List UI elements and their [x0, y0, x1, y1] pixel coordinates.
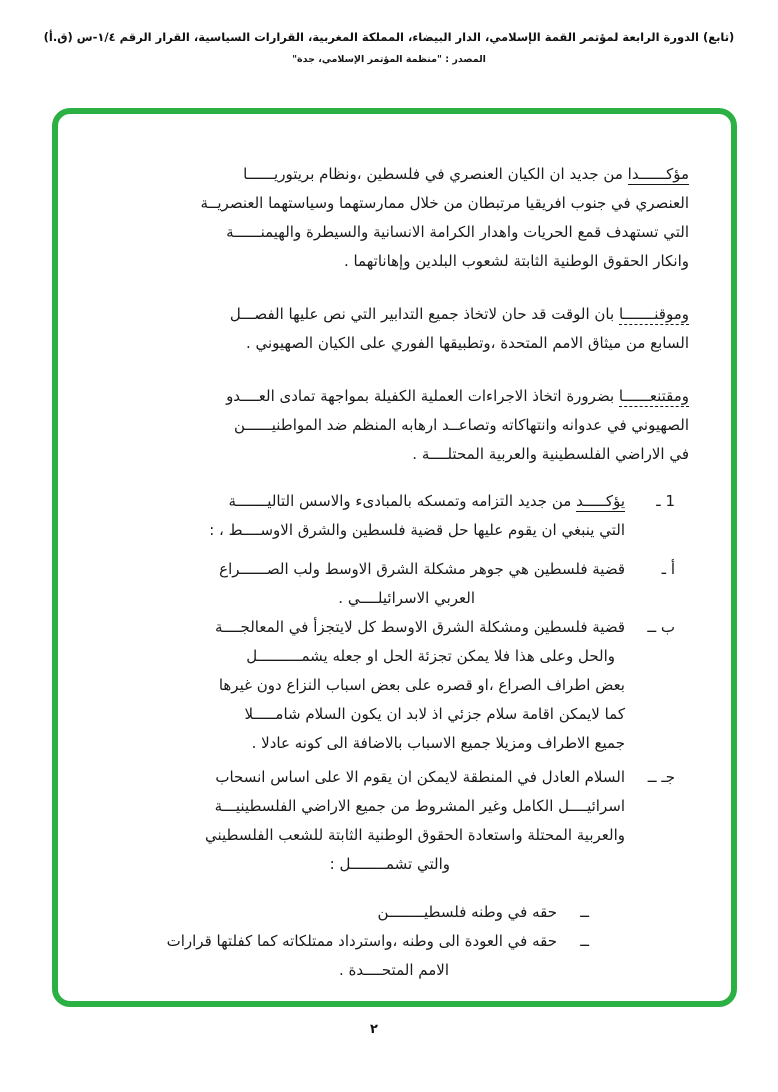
- underlined-lead-word: مؤكــــــدا: [627, 165, 689, 183]
- document-header-line: (تابع) الدورة الرابعة لمؤتمر القمة الإسلامي، الدار البيضاء، المملكة المغربية، القرارات السياسية، القرار الرقم ١/٤-س (ق.أ): [43, 30, 735, 44]
- list-item: [94, 763, 689, 879]
- green-highlight-frame: [52, 108, 737, 1007]
- text-line: والعربية المحتلة واستعادة الحقوق الوطنية الثابتة للشعب الفلسطيني: [205, 826, 625, 844]
- text-line: والحل وعلى هذا فلا يمكن تجزئة الحل او جعله يشمــــــــــل: [246, 647, 615, 665]
- item-marker: جـ ــ: [647, 768, 675, 786]
- page-number: ٢: [370, 1022, 378, 1037]
- text-line: التي ينبغي ان يقوم عليها حل قضية فلسطين والشرق الاوســــط ، :: [209, 521, 625, 539]
- text-line: التي تستهدف قمع الحريات واهدار الكرامة الانسانية والسيطرة والهيمنــــــة: [226, 223, 689, 241]
- document-body: [94, 160, 689, 985]
- list-item: [94, 927, 689, 985]
- document-source-line: المصدر : "منظمة المؤتمر الإسلامي، جدة": [292, 54, 486, 65]
- underlined-lead-word: يؤكـــــد: [576, 492, 625, 510]
- text-line: وانكار الحقوق الوطنية الثابتة لشعوب البلدين وإهاناتهما .: [343, 252, 689, 270]
- paragraph: [94, 300, 689, 358]
- text-line: ــحقه في العودة الى وطنه ،واسترداد ممتلكاته كما كفلتها قرارات: [94, 927, 589, 956]
- underlined-lead-word: وموقنـــــــا: [618, 305, 689, 323]
- text-line: 1 ـيؤكـــــد من جديد التزامه وتمسكه بالمبادىء والاسس التاليـــــــة: [94, 487, 675, 516]
- text-line: ومقتنعــــــا بضرورة اتخاذ الاجراءات العملية الكفيلة بمواجهة تمادى العــــدو: [226, 387, 689, 405]
- list-item: [94, 613, 689, 758]
- underlined-lead-word: ومقتنعــــــا: [618, 387, 689, 405]
- list-item: [94, 898, 689, 927]
- item-marker: ب ــ: [647, 618, 675, 636]
- text-line: أ ـقضية فلسطين هي جوهر مشكلة الشرق الاوسط ولب الصــــــراع: [94, 555, 675, 584]
- text-line: كما لايمكن اقامة سلام جزئي اذ لابد ان يكون السلام شامـــــلا: [244, 705, 625, 723]
- paragraph: [94, 160, 689, 276]
- text-line: ب ــقضية فلسطين ومشكلة الشرق الاوسط كل لايتجزأ في المعالجــــة: [94, 613, 675, 642]
- text-line: اسرائيــــل الكامل وغير المشروط من جميع الاراضي الفلسطينيـــة: [214, 797, 625, 815]
- text-line: بعض اطراف الصراع ،او قصره على بعض اسباب النزاع دون غيرها: [218, 676, 625, 694]
- text-line: جـ ــالسلام العادل في المنطقة لايمكن ان يقوم الا على اساس انسحاب: [94, 763, 675, 792]
- list-item: [94, 555, 689, 613]
- item-marker: ــ: [580, 932, 589, 950]
- text-line: وموقنـــــــا بان الوقت قد حان لاتخاذ جميع التدابير التي نص عليها الفصـــل: [229, 305, 689, 323]
- text-line: الصهيوني في عدوانه وانتهاكاته وتصاعــد ارهابه المنظم ضد المواطنيــــــن: [233, 416, 689, 434]
- item-marker: ــ: [580, 903, 589, 921]
- text-line: في الاراضي الفلسطينية والعربية المحتلــــة .: [412, 445, 689, 463]
- text-line: والتي تشمــــــــل :: [329, 855, 450, 873]
- text-line: مؤكــــــدا من جديد ان الكيان العنصري في فلسطين ،ونظام بريتوريــــــا: [243, 165, 689, 183]
- text-line: العنصري في جنوب افريقيا مرتبطان من خلال ممارستهما وسياستهما العنصريــة: [200, 194, 689, 212]
- item-marker: 1 ـ: [656, 492, 675, 510]
- paragraph: [94, 382, 689, 469]
- list-item: [94, 487, 689, 545]
- text-line: ــحقه في وطنه فلسطيــــــــن: [94, 898, 589, 927]
- text-line: الامم المتحــــدة .: [339, 961, 449, 979]
- item-marker: أ ـ: [661, 560, 675, 578]
- text-line: العربي الاسرائيلــــي .: [338, 589, 475, 607]
- text-line: جميع الاطراف ومزيلا جميع الاسباب بالاضافة الى كونه عادلا .: [251, 734, 625, 752]
- text-line: السابع من ميثاق الامم المتحدة ،وتطبيقها الفوري على الكيان الصهيوني .: [245, 334, 689, 352]
